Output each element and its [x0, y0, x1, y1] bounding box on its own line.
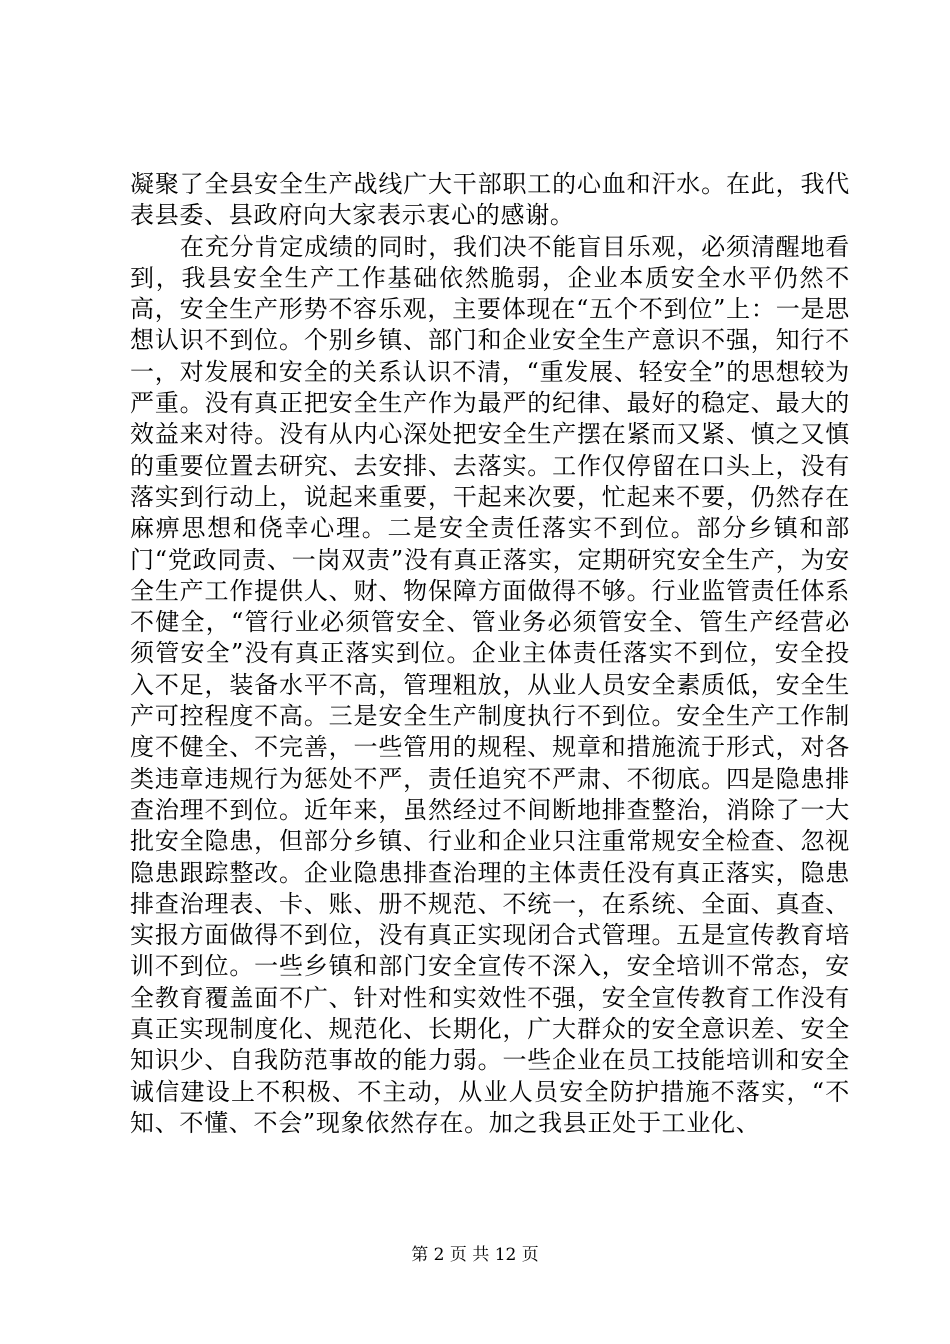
- body-text: [130, 169, 850, 1139]
- page-number-footer: 第 2 页 共 12 页: [411, 1245, 539, 1265]
- paragraph-1: 凝聚了全县安全生产战线广大干部职工的心血和汗水。在此，我代表县委、县政府向大家表示衷心的感谢。: [130, 170, 850, 230]
- paragraph-2: 在充分肯定成绩的同时，我们决不能盲目乐观，必须清醒地看到，我县安全生产工作基础依然脆弱，企业本质安全水平仍然不高，安全生产形势不容乐观，主要体现在“五个不到位”上：一是思想认识不到位。个别乡镇、部门和企业安全生产意识不强，知行不一，对发展和安全的关系认识不清，“重发展、轻安全”的思想较为严重。没有真正把安全生产作为最严的纪律、最好的稳定、最大的效益来对待。没有从内心深处把安全生产摆在紧而又紧、慎之又慎的重要位置去研究、去安排、去落实。工作仅停留在口头上，没有落实到行动上，说起来重要，干起来次要，忙起来不要，仍然存在麻痹思想和侥幸心理。二是安全责任落实不到位。部分乡镇和部门“党政同责、一岗双责”没有真正落实，定期研究安全生产，为安全生产工作提供人、财、物保障方面做得不够。行业监管责任体系不健全，“管行业必须管安全、管业务必须管安全、管生产经营必须管安全”没有真正落实到位。企业主体责任落实不到位，安全投入不足，装备水平不高，管理粗放，从业人员安全素质低，安全生产可控程度不高。三是安全生产制度执行不到位。安全生产工作制度不健全、不完善，一些管用的规程、规章和措施流于形式，对各类违章违规行为惩处不严，责任追究不严肃、不彻底。四是隐患排查治理不到位。近年来，虽然经过不间断地排查整治，消除了一大批安全隐患，但部分乡镇、行业和企业只注重常规安全检查、忽视隐患跟踪整改。企业隐患排查治理的主体责任没有真正落实，隐患排查治理表、卡、账、册不规范、不统一，在系统、全面、真查、实报方面做得不到位，没有真正实现闭合式管理。五是宣传教育培训不到位。一些乡镇和部门安全宣传不深入，安全培训不常态，安全教育覆盖面不广、针对性和实效性不强，安全宣传教育工作没有真正实现制度化、规范化、长期化，广大群众的安全意识差、安全知识少、自我防范事故的能力弱。一些企业在员工技能培训和安全诚信建设上不积极、不主动，从业人员安全防护措施不落实，“不知、不懂、不会”现象依然存在。加之我县正处于工业化、: [130, 232, 850, 1137]
